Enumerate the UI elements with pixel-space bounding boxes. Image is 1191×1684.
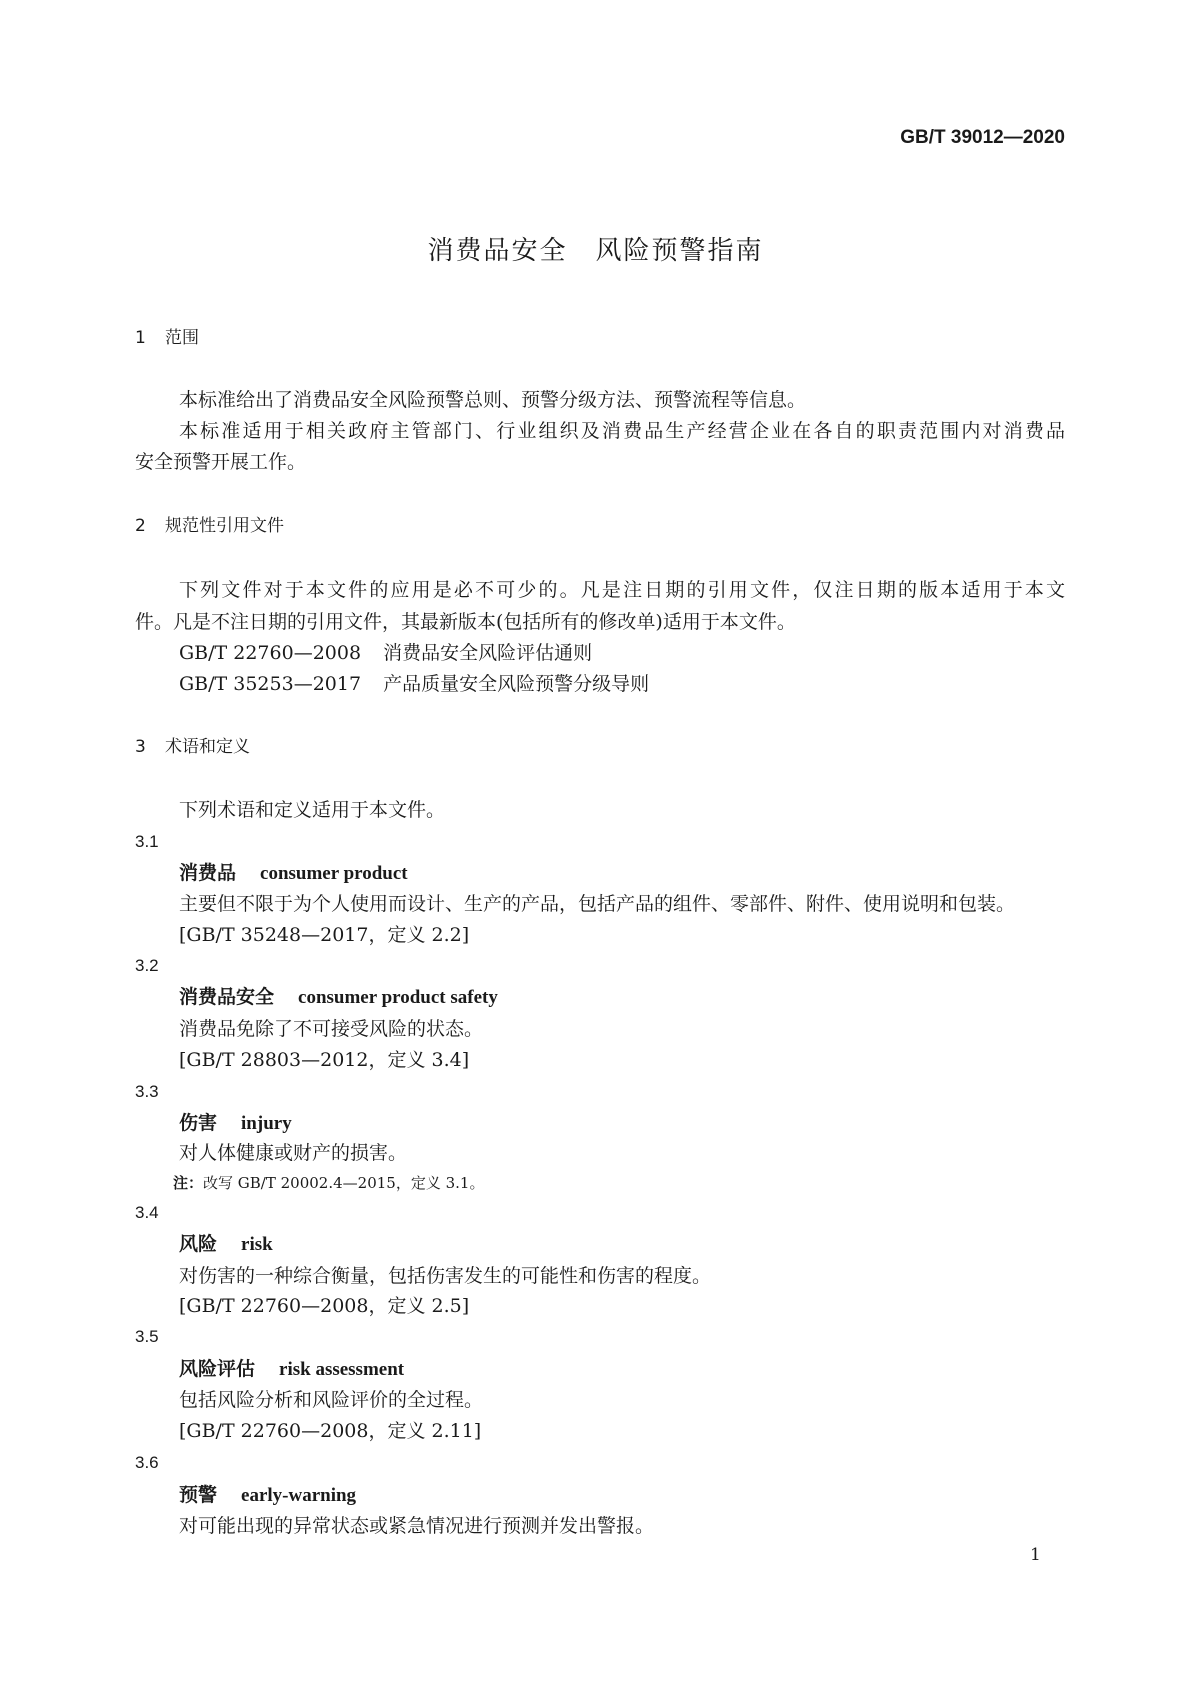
standard-code: GB/T 39012—2020 xyxy=(900,127,1065,148)
term-definition: 对人体健康或财产的损害。 xyxy=(179,1142,408,1164)
paragraph: 下列文件对于本文件的应用是必不可少的。凡是注日期的引用文件，仅注日期的版本适用于本文 xyxy=(179,579,1065,601)
section-3-heading xyxy=(135,735,250,759)
term-heading xyxy=(179,1483,356,1508)
term-definition: 对可能出现的异常状态或紧急情况进行预测并发出警报。 xyxy=(179,1515,655,1537)
term-heading xyxy=(179,1232,273,1257)
paragraph: 件。凡是不注日期的引用文件，其最新版本(包括所有的修改单)适用于本文件。 xyxy=(135,611,796,633)
paragraph: 本标准给出了消费品安全风险预警总则、预警分级方法、预警流程等信息。 xyxy=(179,389,807,411)
term-en: risk xyxy=(241,1234,273,1255)
term-en: early-warning xyxy=(241,1485,357,1506)
term-zh: 预警 xyxy=(179,1484,218,1506)
term-zh: 消费品安全 xyxy=(179,986,275,1008)
term-source: [GB/T 35248—2017，定义 2.2] xyxy=(179,924,470,946)
term-number: 3.3 xyxy=(135,1082,159,1101)
term-en: consumer product xyxy=(260,863,408,884)
title-part-2: 风险预警指南 xyxy=(595,236,764,266)
section-title: 术语和定义 xyxy=(165,737,250,757)
section-2-heading xyxy=(135,514,284,538)
term-number: 3.2 xyxy=(135,956,159,975)
term-heading xyxy=(179,1357,404,1382)
paragraph: 下列术语和定义适用于本文件。 xyxy=(179,799,446,821)
reference-title: 消费品安全风险评估通则 xyxy=(383,642,593,664)
title-part-1: 消费品安全 xyxy=(427,236,568,266)
note-text: 改写 GB/T 20002.4—2015，定义 3.1。 xyxy=(203,1174,485,1192)
paragraph: 本标准适用于相关政府主管部门、行业组织及消费品生产经营企业在各自的职责范围内对消费品 xyxy=(179,420,1065,442)
term-en: risk assessment xyxy=(279,1359,405,1380)
reference-item xyxy=(179,672,649,696)
term-en: consumer product safety xyxy=(298,987,498,1008)
section-title: 规范性引用文件 xyxy=(165,516,284,536)
term-heading xyxy=(179,1111,292,1136)
section-number: 3 xyxy=(135,737,146,757)
term-source: [GB/T 28803—2012，定义 3.4] xyxy=(179,1049,470,1071)
term-number: 3.1 xyxy=(135,832,159,851)
term-zh: 消费品 xyxy=(179,862,237,884)
term-definition: 消费品免除了不可接受风险的状态。 xyxy=(179,1018,484,1040)
section-number: 1 xyxy=(135,328,146,348)
term-zh: 风险 xyxy=(179,1233,218,1255)
term-definition: 主要但不限于为个人使用而设计、生产的产品，包括产品的组件、零部件、附件、使用说明和包装。 xyxy=(179,893,1016,915)
term-zh: 伤害 xyxy=(179,1112,218,1134)
term-en: injury xyxy=(241,1113,292,1134)
reference-code: GB/T 35253—2017 xyxy=(179,673,362,695)
term-note xyxy=(173,1171,484,1195)
term-definition: 对伤害的一种综合衡量，包括伤害发生的可能性和伤害的程度。 xyxy=(179,1265,712,1287)
term-source: [GB/T 22760—2008，定义 2.11] xyxy=(179,1420,482,1442)
paragraph: 安全预警开展工作。 xyxy=(135,451,307,473)
section-number: 2 xyxy=(135,516,146,536)
term-source: [GB/T 22760—2008，定义 2.5] xyxy=(179,1295,470,1317)
reference-code: GB/T 22760—2008 xyxy=(179,642,362,664)
term-definition: 包括风险分析和风险评价的全过程。 xyxy=(179,1389,484,1411)
term-heading xyxy=(179,985,498,1010)
page-number: 1 xyxy=(1030,1545,1041,1565)
document-title xyxy=(0,230,1191,267)
section-1-heading xyxy=(135,326,199,350)
term-number: 3.4 xyxy=(135,1203,159,1222)
term-number: 3.5 xyxy=(135,1327,159,1346)
reference-title: 产品质量安全风险预警分级导则 xyxy=(383,673,650,695)
term-number: 3.6 xyxy=(135,1453,159,1472)
term-zh: 风险评估 xyxy=(179,1358,256,1380)
term-heading xyxy=(179,861,408,886)
reference-item xyxy=(179,641,592,665)
section-title: 范围 xyxy=(165,328,199,348)
note-label: 注： xyxy=(173,1174,204,1192)
